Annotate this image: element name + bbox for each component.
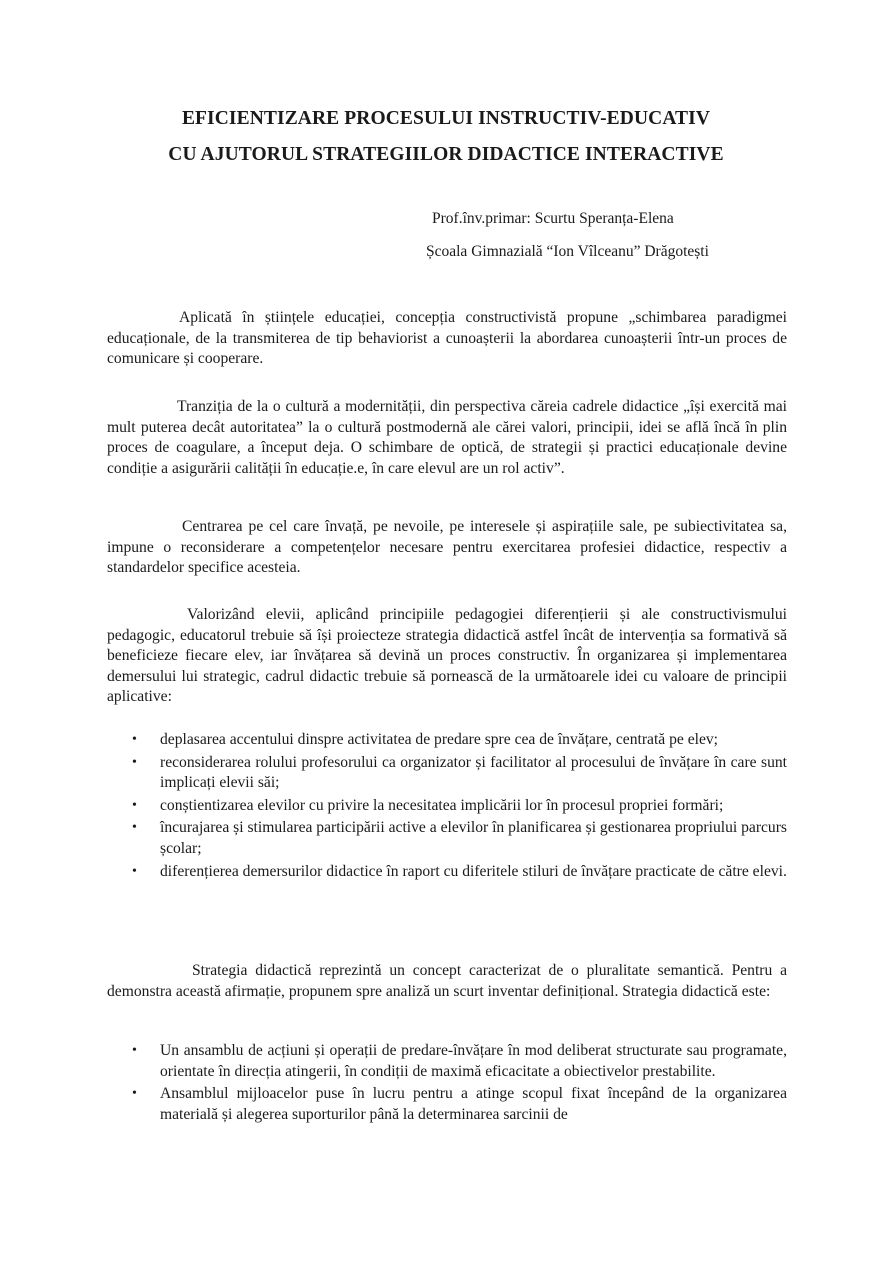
list-item-text: conștientizarea elevilor cu privire la necesitatea implicării lor în procesul propriei formări; [160,796,724,814]
list-item [107,796,787,817]
bullet-icon: • [132,797,137,813]
document-title-line-1: EFICIENTIZARE PROCESULUI INSTRUCTIV-EDUCATIV [181,108,711,129]
list-item-text: diferențierea demersurilor didactice în raport cu diferitele stiluri de învățare practicate de către elevi. [160,862,787,880]
list-item-text: Ansamblul mijloacelor puse în lucru pentru a atinge scopul fixat începând de la organizarea materială și alegerea suporturilor până la determinarea sarcinii de [160,1085,787,1123]
paragraph: Aplicată în științele educației, concepția constructivistă propune „schimbarea paradigmei educaționale, de la transmiterea de tip behaviorist a cunoașterii la abordarea cunoașterii într-un proces de comunicare și cooperare. [107,309,787,368]
bullet-icon: • [132,820,137,836]
list-item [107,818,787,859]
list-item [107,730,787,751]
bullet-icon: • [132,1086,137,1102]
paragraph: Strategia didactică reprezintă un concept caracterizat de o pluralitate semantică. Pentru a demonstra această afirmație, propunem spre analiză un scurt inventar definițional. Strategia didactică este: [107,962,787,1000]
paragraph: Centrarea pe cel care învață, pe nevoile, pe interesele și aspirațiile sale, pe subiectivitatea sa, impune o reconsiderare a competențelor necesare pentru exercitarea profesiei didactice, respectiv a standardelor specifice acesteia. [107,518,787,577]
document-title-line-2: CU AJUTORUL STRATEGIILOR DIDACTICE INTERACTIVE [168,144,724,165]
school-name: Școala Gimnazială “Ion Vîlceanu” Drăgotești [426,243,709,260]
principles-list [107,730,787,884]
definitions-list [107,1041,787,1127]
bullet-icon: • [132,863,137,879]
list-item [107,1084,787,1125]
list-item [107,753,787,794]
list-item-text: reconsiderarea rolului profesorului ca organizator și facilitator al procesului de învățare în care sunt implicați elevii săi; [160,753,787,792]
list-item-text: Un ansamblu de acțiuni și operații de predare-învățare în mod deliberat structurate sau programate, orientate în direcția atingerii, în condiții de maximă eficacitate a obiectivelor prestabilite. [160,1042,787,1080]
bullet-icon: • [132,1043,137,1058]
list-item-text: încurajarea și stimularea participării active a elevilor în planificarea și gestionarea propriului parcurs școlar; [160,819,787,857]
author-name: Prof.înv.primar: Scurtu Speranța-Elena [432,210,674,227]
paragraph: Valorizând elevii, aplicând principiile pedagogiei diferențierii și ale constructivismului pedagogic, educatorul trebuie să își proiecteze strategia didactică astfel încât de intervenția sa formativă să beneficieze fiecare elev, iar învățarea să devină un proces constructiv. În organizarea și implementarea demersului lui strategic, cadrul didactic trebuie să pornească de la următoarele idei cu valoare de principii aplicative: [107,606,787,706]
bullet-icon: • [132,754,137,770]
list-item [107,1041,787,1082]
list-item [107,862,787,883]
paragraph: Tranziția de la o cultură a modernității, din perspectiva căreia cadrele didactice „își exercită mai mult puterea decât autoritatea” la o cultură postmodernă ale cărei valori, principii, idei se află încă în plin proces de coagulare, a început deja. O schimbare de optică, de strategii și practici educaționale devine condiție a asigurării calității în educație.e, în care elevul are un rol activ”. [107,398,787,477]
list-item-text: deplasarea accentului dinspre activitatea de predare spre cea de învățare, centrată pe elev; [160,731,719,748]
bullet-icon: • [132,732,137,747]
